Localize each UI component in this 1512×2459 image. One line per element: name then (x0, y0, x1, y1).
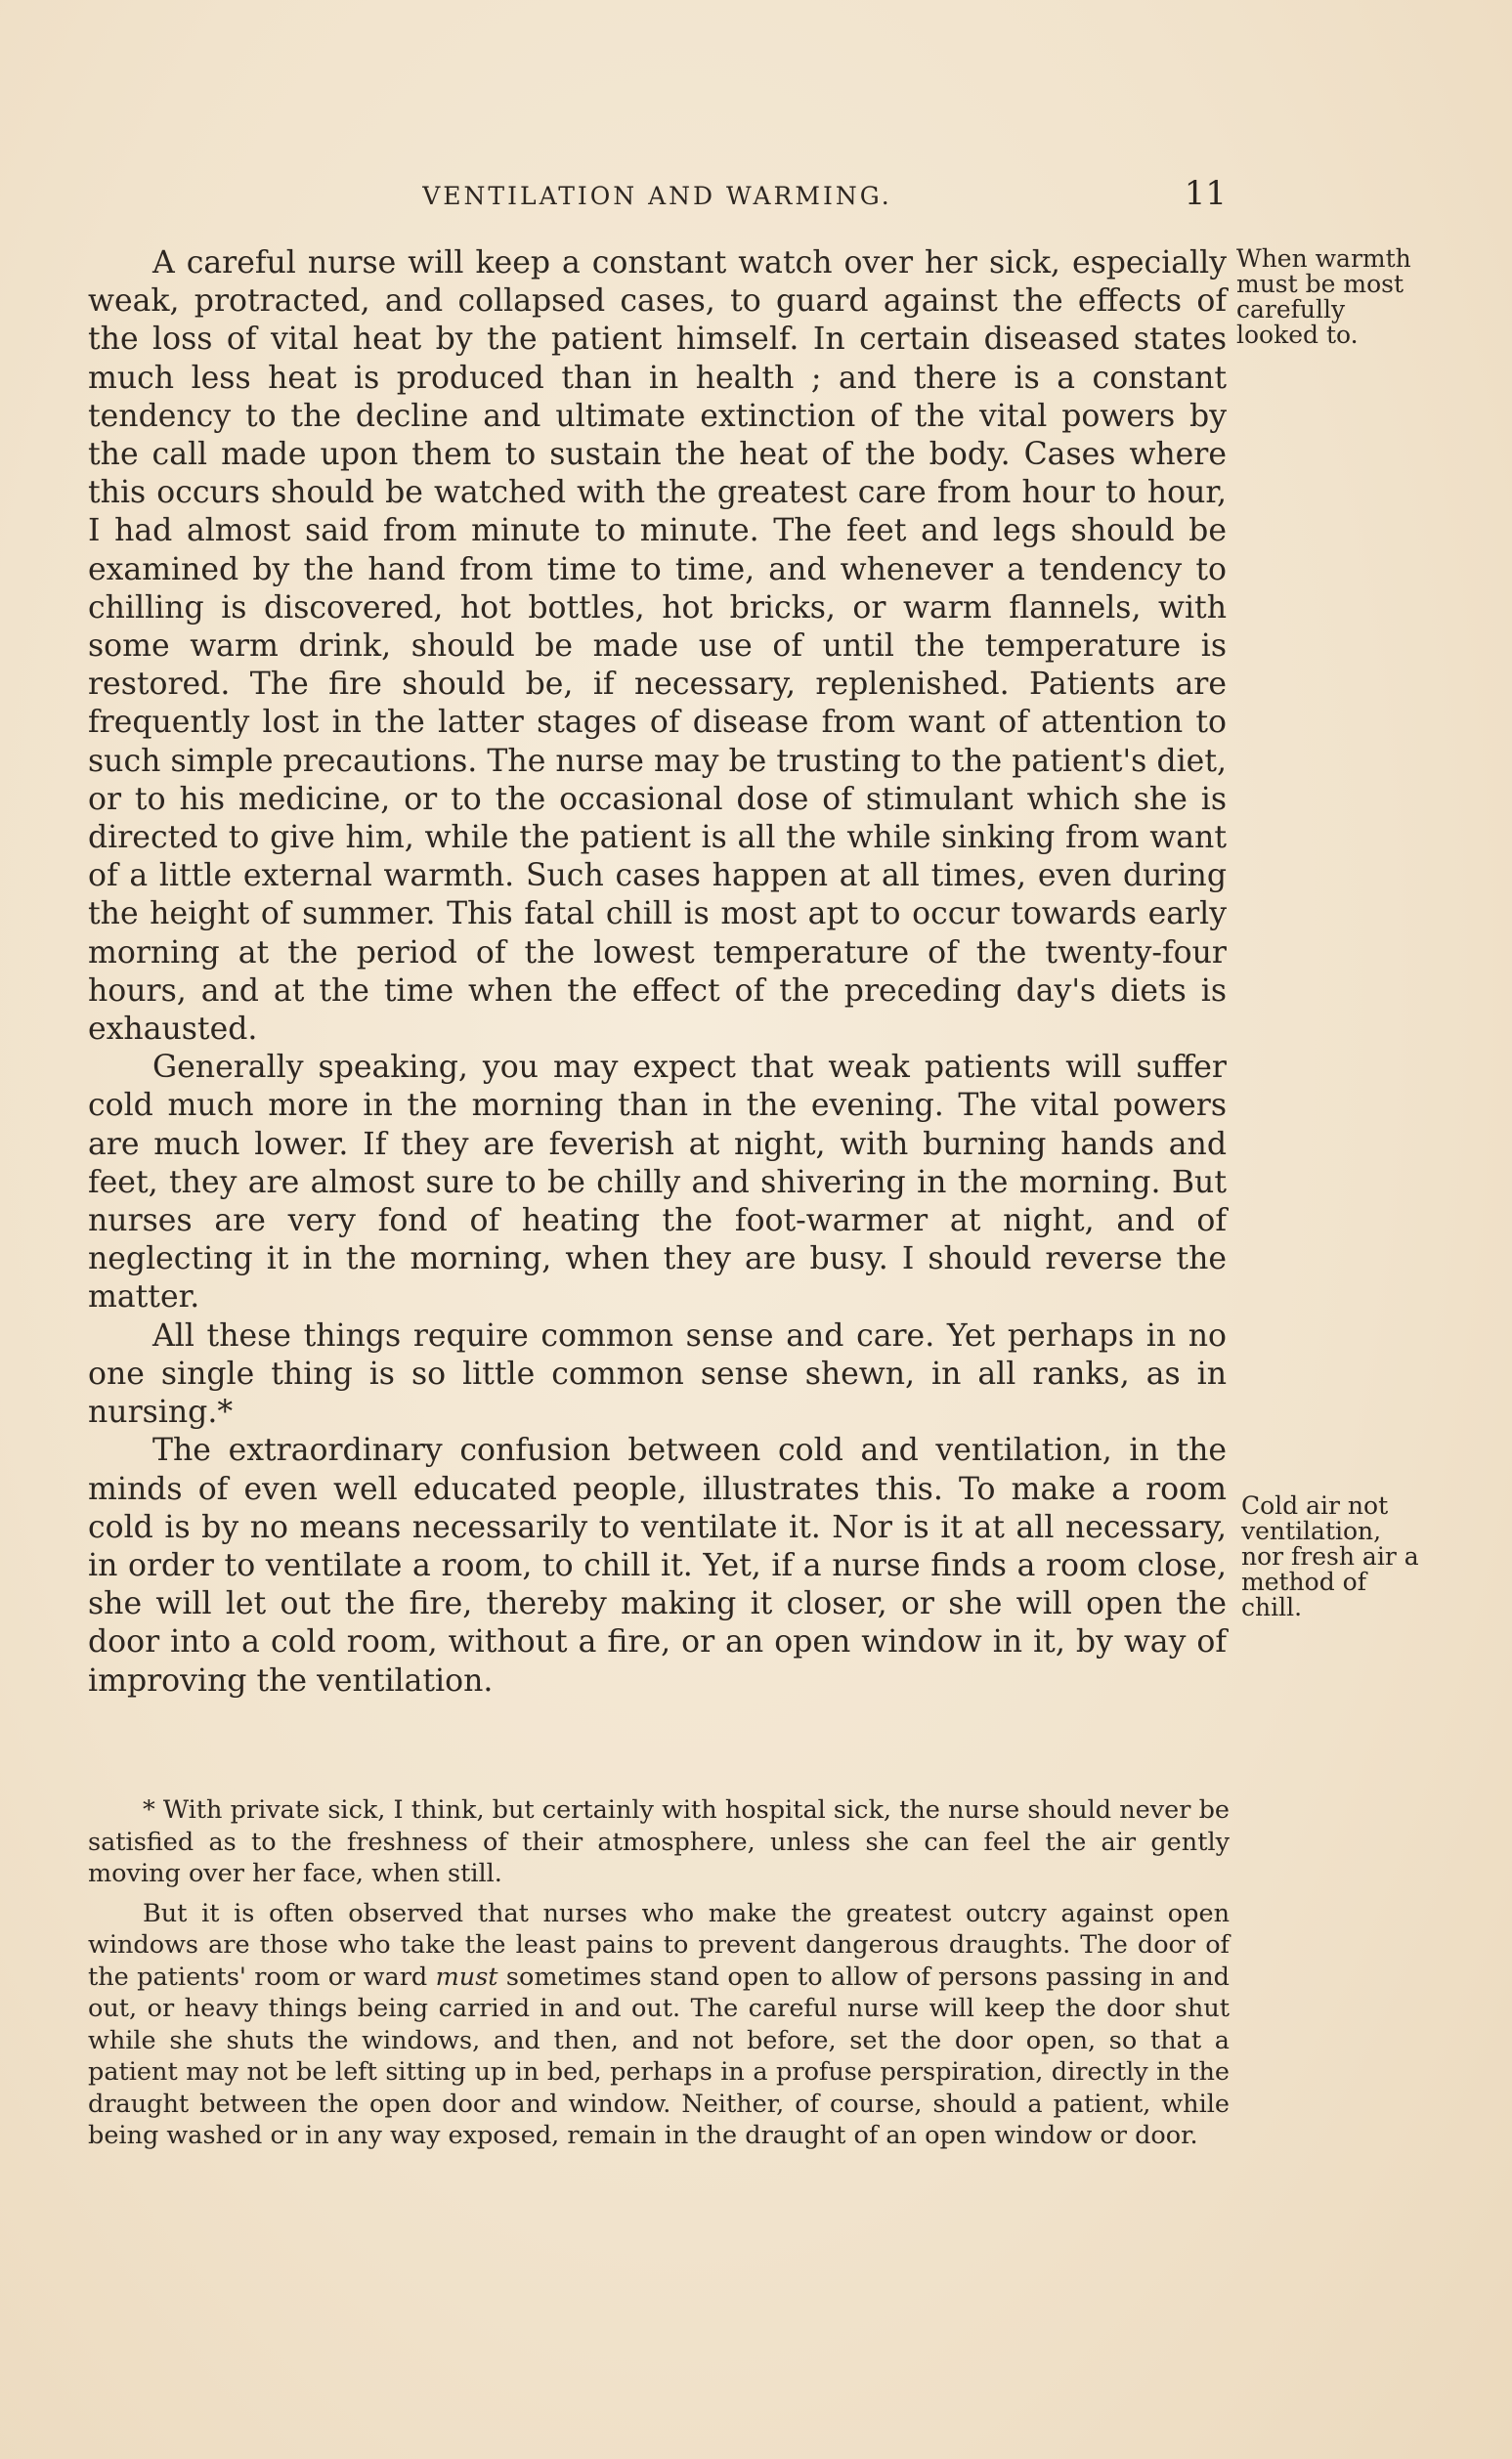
sidenote-line: must be most (1236, 270, 1404, 298)
sidenote-line: looked to. (1236, 321, 1359, 349)
paragraph-cold-ventilation: The extraordinary confusion between cold and ventilation, in the minds of even well educated people, illustrates this. To make a room cold is by no means necessarily to ventilate it. Nor is it at all necessary, in order to ventilate a room, to chill it. Yet, if a nurse finds a room close, she will let out the fire, thereby making it closer, or she will open the door into a cold room, without a fire, or an open window in it, by way of improving the ventilation. (88, 1433, 1227, 1699)
footnote-text: But it is often observed that nurses who make the greatest outcry against open windows are those who take the least pains to prevent dangerous draughts. The door of the patients' room or ward (88, 1898, 1230, 1992)
page-header (88, 174, 1227, 223)
sidenote-cold-air (1241, 1493, 1476, 1620)
footnote-fresh-air: * With private sick, I think, but certainly with hospital sick, the nurse should never be satisfied as to the freshness of their atmosphere, unless she can feel the air gently moving over her face, when still. (88, 1795, 1230, 1888)
sidenote-line: nor fresh air a (1241, 1542, 1419, 1571)
footnote-draughts (88, 1898, 1230, 2152)
sidenote-line: carefully (1236, 295, 1346, 324)
sidenote-line: ventilation, (1241, 1517, 1382, 1545)
running-head: VENTILATION AND WARMING. (422, 182, 892, 210)
page-number: 11 (1184, 174, 1227, 213)
sidenote-line: Cold air not (1241, 1491, 1389, 1520)
paragraph-morning-cold: Generally speaking, you may expect that weak patients will suffer cold much more in the morning than in the evening. The vital powers are much lower. If they are feverish at night, with burning hands and feet, they are almost sure to be chilly and shivering in the morning. But nurses are very fond of heating the foot-warmer at night, and of neglecting it in the morning, when they are busy. I should reverse the matter. (88, 1050, 1227, 1316)
sidenote-line: method of (1241, 1568, 1366, 1596)
sidenote-warmth (1236, 246, 1471, 348)
sidenote-line: When warmth (1236, 244, 1411, 273)
footnote-text: sometimes stand open to allow of persons passing in and out, or heavy things being carried in and out. The careful nurse will keep the door shut while she shuts the windows, and then, and not before, set the door open, so that a patient may not be left sitting up in bed, perhaps in a profuse perspiration, directly in the draught between the open door and window. Neither, of course, should a patient, while being washed or in any way exposed, remain in the draught of an open window or door. (88, 1962, 1230, 2150)
footnote-emphasis: must (435, 1962, 498, 1992)
main-text (88, 244, 1227, 1701)
sidenote-line: chill. (1241, 1593, 1303, 1621)
paragraph-vital-heat: A careful nurse will keep a constant watch over her sick, especially weak, protracted, and collapsed cases, to guard against the effects of the loss of vital heat by the patient himself. In certain diseased states much less heat is produced than in health ; and there is a constant tendency to the decline and ultimate extinction of the vital powers by the call made upon them to sustain the heat of the body. Cases where this occurs should be watched with the greatest care from hour to hour, I had almost said from minute to minute. The feet and legs should be examined by the hand from time to time, and whenever a tendency to chilling is discovered, hot bottles, hot bricks, or warm flannels, with some warm drink, should be made use of until the temperature is restored. The fire should be, if necessary, replenished. Patients are frequently lost in the latter stages of disease from want of attention to such simple precautions. The nurse may be trusting to the patient's diet, or to his medicine, or to the occasional dose of stimulant which she is directed to give him, while the patient is all the while sinking from want of a little external warmth. Such cases happen at all times, even during the height of summer. This fatal chill is most apt to occur towards early morning at the period of the lowest temperature of the twenty-four hours, and at the time when the effect of the preceding day's diets is exhausted. (88, 245, 1227, 1048)
paragraph-common-sense: All these things require common sense and care. Yet perhaps in no one single thing is so little common sense shewn, in all ranks, as in nursing.* (88, 1317, 1227, 1431)
footnotes (88, 1794, 1230, 2152)
